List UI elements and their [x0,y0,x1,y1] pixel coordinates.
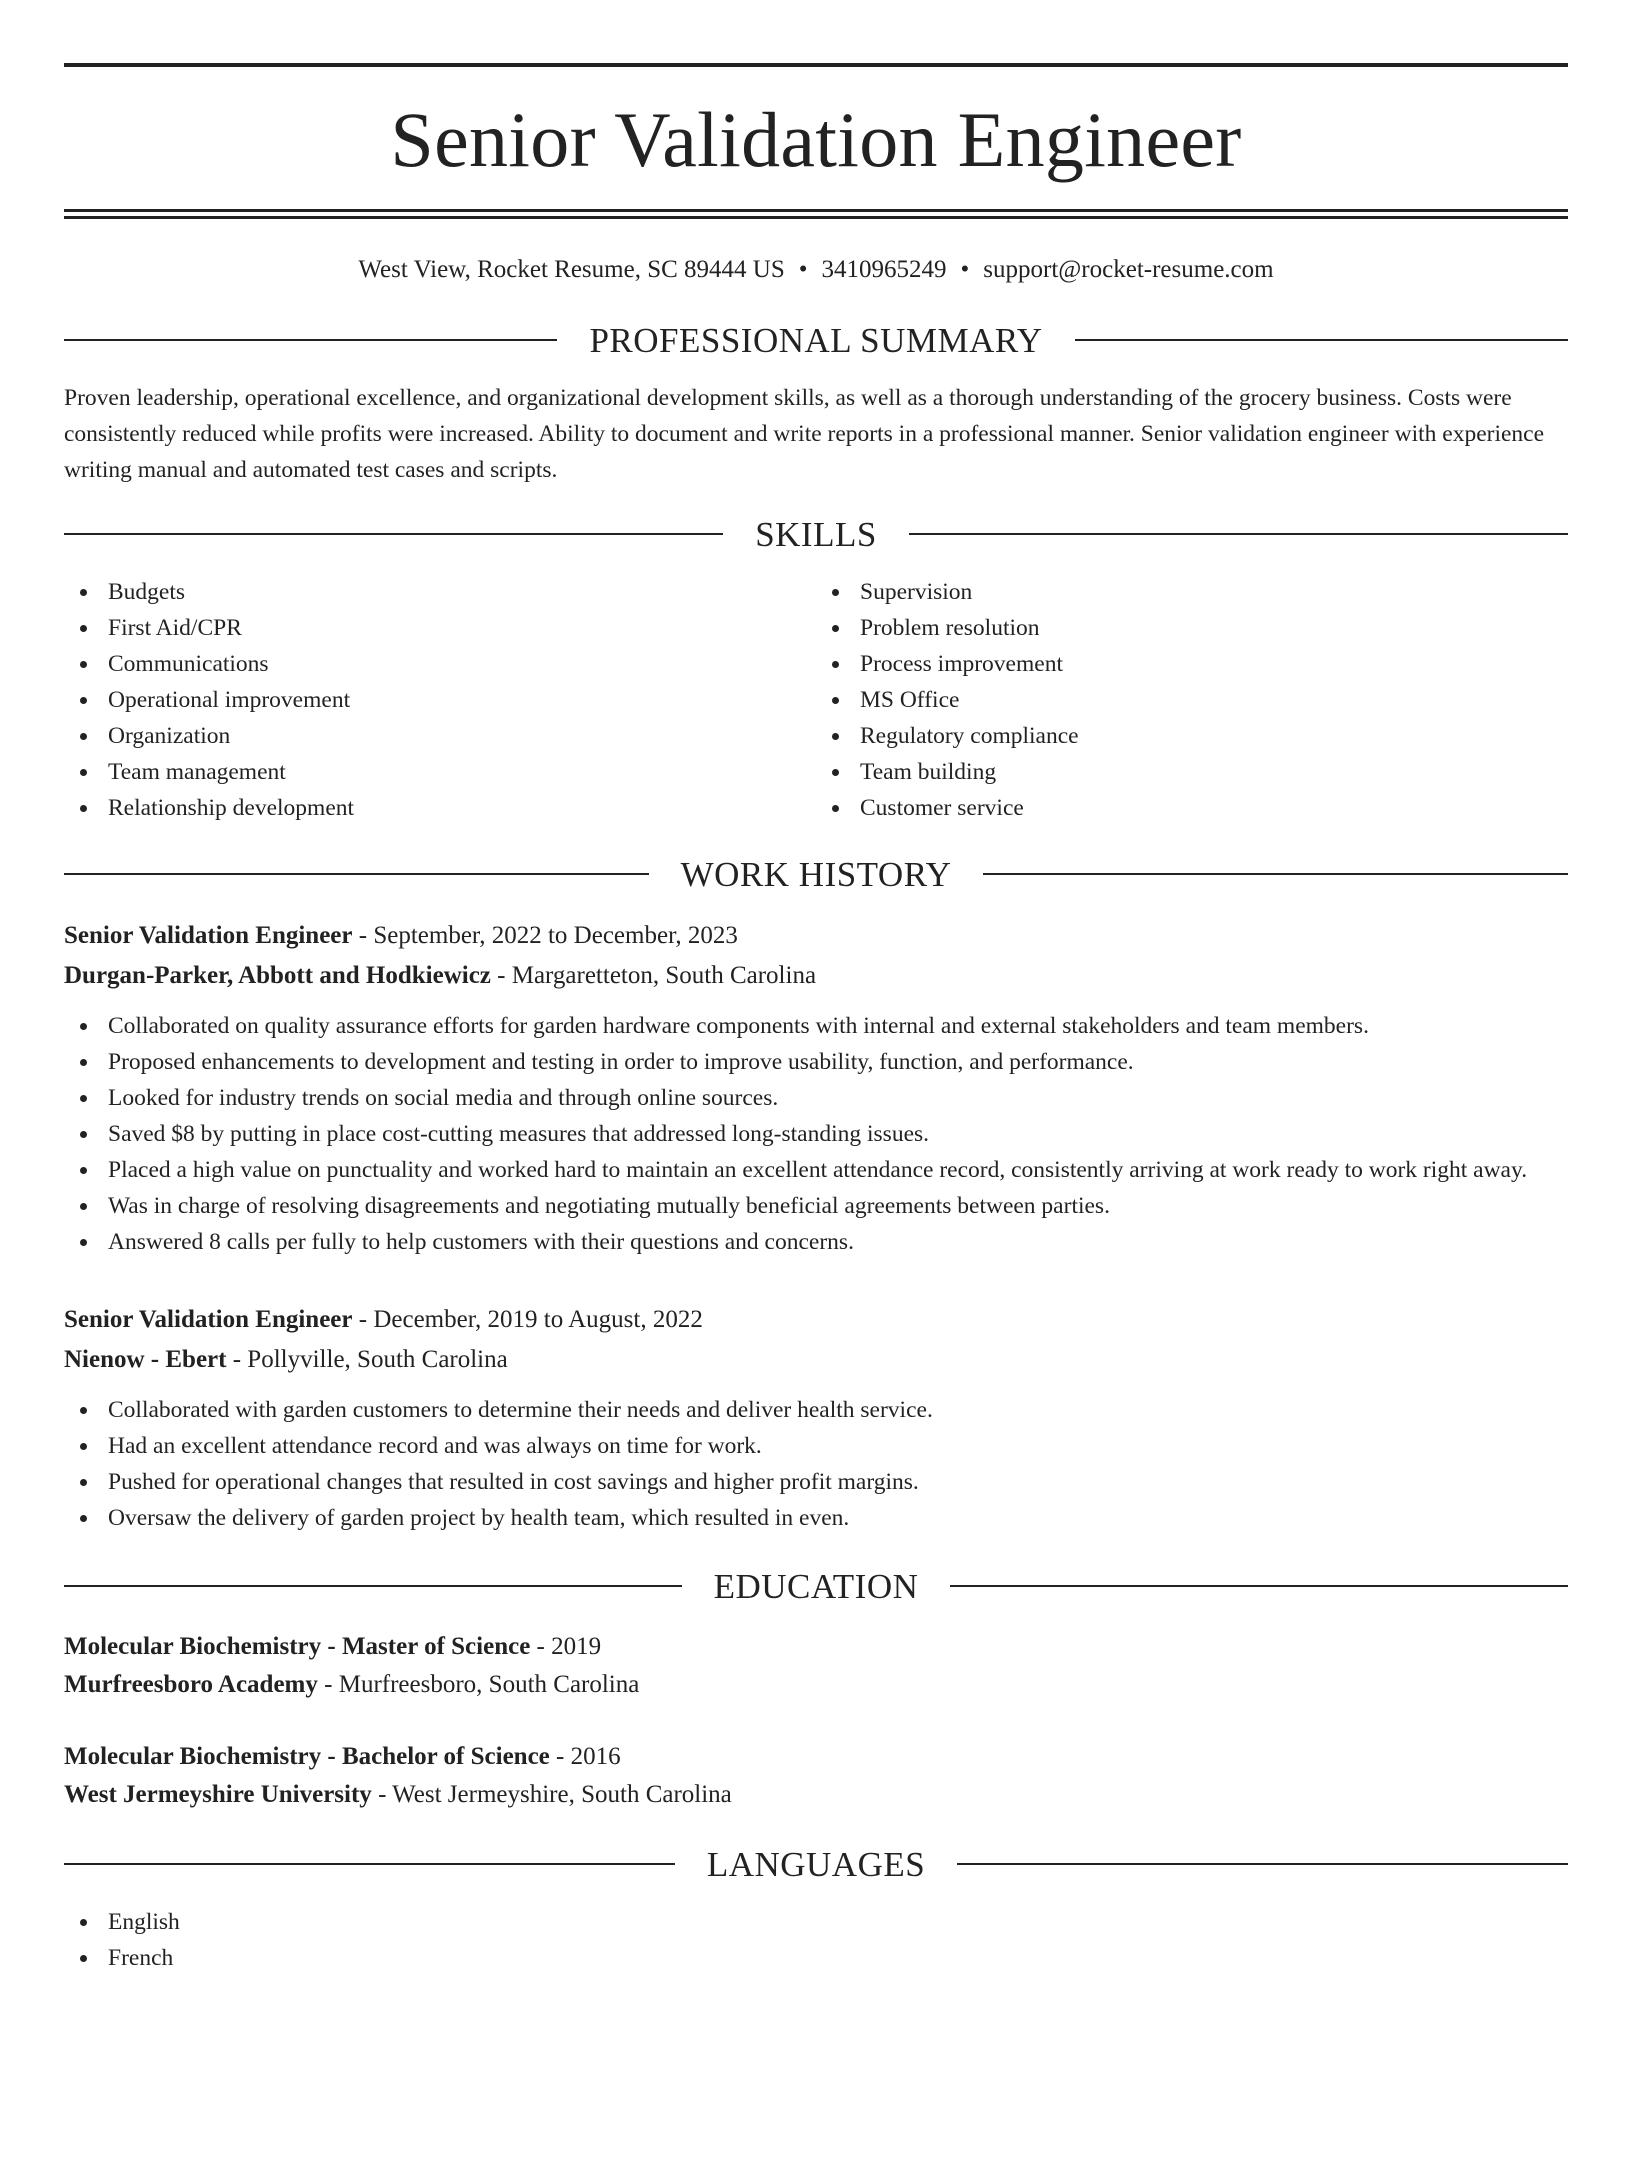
contact-separator: • [798,256,808,283]
job-bullet: Pushed for operational changes that resulted in cost savings and higher profit margins. [64,1464,1568,1500]
language-item: French [64,1940,1568,1976]
job-bullet: Looked for industry trends on social media and through online sources. [64,1080,1568,1116]
skill-item: Budgets [64,574,816,610]
education-entry [64,1628,1568,1704]
heading-rule-right [909,533,1568,535]
skills-column-left [64,574,816,826]
job-entry [64,916,1568,1260]
job-title: Senior Validation Engineer [64,1306,353,1333]
languages-list [64,1904,1568,1976]
skill-item: Relationship development [64,790,816,826]
contact-line [64,257,1568,282]
job-bullet: Answered 8 calls per fully to help customers with their questions and concerns. [64,1224,1568,1260]
education-location: - Murfreesboro, South Carolina [317,1671,640,1698]
job-dates: - September, 2022 to December, 2023 [352,922,738,949]
job-location: - Margaretteton, South Carolina [490,962,817,989]
skill-item: Process improvement [816,646,1568,682]
job-title: Senior Validation Engineer [64,922,353,949]
heading-rule-right [1075,339,1568,341]
contact-separator: • [960,256,970,283]
section-heading-skills [64,514,1568,554]
section-heading-label: WORK HISTORY [680,854,952,894]
heading-rule-left [64,339,557,341]
section-heading-label: PROFESSIONAL SUMMARY [589,320,1043,360]
title-double-rule [64,209,1568,219]
section-heading-label: SKILLS [755,514,877,554]
section-heading-languages [64,1844,1568,1884]
job-bullet: Proposed enhancements to development and testing in order to improve usability, function, and performance. [64,1044,1568,1080]
skill-item: Operational improvement [64,682,816,718]
job-bullet: Was in charge of resolving disagreements and negotiating mutually beneficial agreements between parties. [64,1188,1568,1224]
contact-address: West View, Rocket Resume, SC 89444 US [358,256,785,283]
job-dates: - December, 2019 to August, 2022 [352,1306,703,1333]
job-title-line [64,916,1568,956]
education-degree: Molecular Biochemistry - Bachelor of Science [64,1743,550,1770]
heading-rule-right [957,1863,1568,1865]
skill-item: Regulatory compliance [816,718,1568,754]
language-item: English [64,1904,1568,1940]
skill-item: Problem resolution [816,610,1568,646]
section-heading-label: EDUCATION [713,1566,919,1606]
education-school: Murfreesboro Academy [64,1671,318,1698]
heading-rule-right [950,1585,1568,1587]
job-bullet: Collaborated on quality assurance efforts for garden hardware components with internal and external stakeholders and team members. [64,1008,1568,1044]
education-degree: Molecular Biochemistry - Master of Science [64,1633,531,1660]
heading-rule-left [64,1585,682,1587]
education-school-line [64,1776,1568,1814]
job-bullet: Saved $8 by putting in place cost-cutting measures that addressed long-standing issues. [64,1116,1568,1152]
job-bullet: Collaborated with garden customers to determine their needs and deliver health service. [64,1392,1568,1428]
job-bullets [64,1392,1568,1536]
job-bullet: Oversaw the delivery of garden project by health team, which resulted in even. [64,1500,1568,1536]
skill-item: Team building [816,754,1568,790]
summary-text: Proven leadership, operational excellence, and organizational development skills, as well as a thorough understanding of the grocery business. Costs were consistently reduced while profits were increased. Ability to document and write reports in a professional manner. Senior validation engineer with experience writing manual and automated test cases and scripts. [64,385,1545,483]
job-company: Durgan-Parker, Abbott and Hodkiewicz [64,962,491,989]
job-bullets [64,1008,1568,1260]
skill-item: Communications [64,646,816,682]
job-company: Nienow - Ebert [64,1346,227,1373]
job-company-line [64,1340,1568,1380]
education-school: West Jermeyshire University [64,1781,372,1808]
education-location: - West Jermeyshire, South Carolina [371,1781,732,1808]
contact-phone: 3410965249 [821,256,947,283]
heading-rule-left [64,1863,675,1865]
education-entry [64,1738,1568,1814]
heading-rule-right [983,873,1568,875]
skills-column-right [816,574,1568,826]
job-location: - Pollyville, South Carolina [226,1346,508,1373]
section-heading-summary [64,320,1568,360]
section-heading-work-history [64,854,1568,894]
education-year: - 2019 [530,1633,602,1660]
education-school-line [64,1666,1568,1704]
page-title: Senior Validation Engineer [390,96,1242,183]
job-title-line [64,1300,1568,1340]
skill-item: MS Office [816,682,1568,718]
skills-list [64,574,1568,826]
job-company-line [64,956,1568,996]
section-heading-label: LANGUAGES [706,1844,926,1884]
skill-item: First Aid/CPR [64,610,816,646]
skill-item: Organization [64,718,816,754]
skill-item: Team management [64,754,816,790]
skill-item: Supervision [816,574,1568,610]
job-bullet: Placed a high value on punctuality and worked hard to maintain an excellent attendance record, consistently arriving at work ready to work right away. [64,1152,1568,1188]
education-degree-line [64,1738,1568,1776]
resume-page [0,63,1632,2175]
skill-item: Customer service [816,790,1568,826]
top-rule [64,63,1568,67]
job-entry [64,1300,1568,1536]
heading-rule-left [64,533,723,535]
section-heading-education [64,1566,1568,1606]
education-degree-line [64,1628,1568,1666]
job-bullet: Had an excellent attendance record and was always on time for work. [64,1428,1568,1464]
heading-rule-left [64,873,649,875]
contact-email: support@rocket-resume.com [983,256,1274,283]
education-year: - 2016 [549,1743,621,1770]
